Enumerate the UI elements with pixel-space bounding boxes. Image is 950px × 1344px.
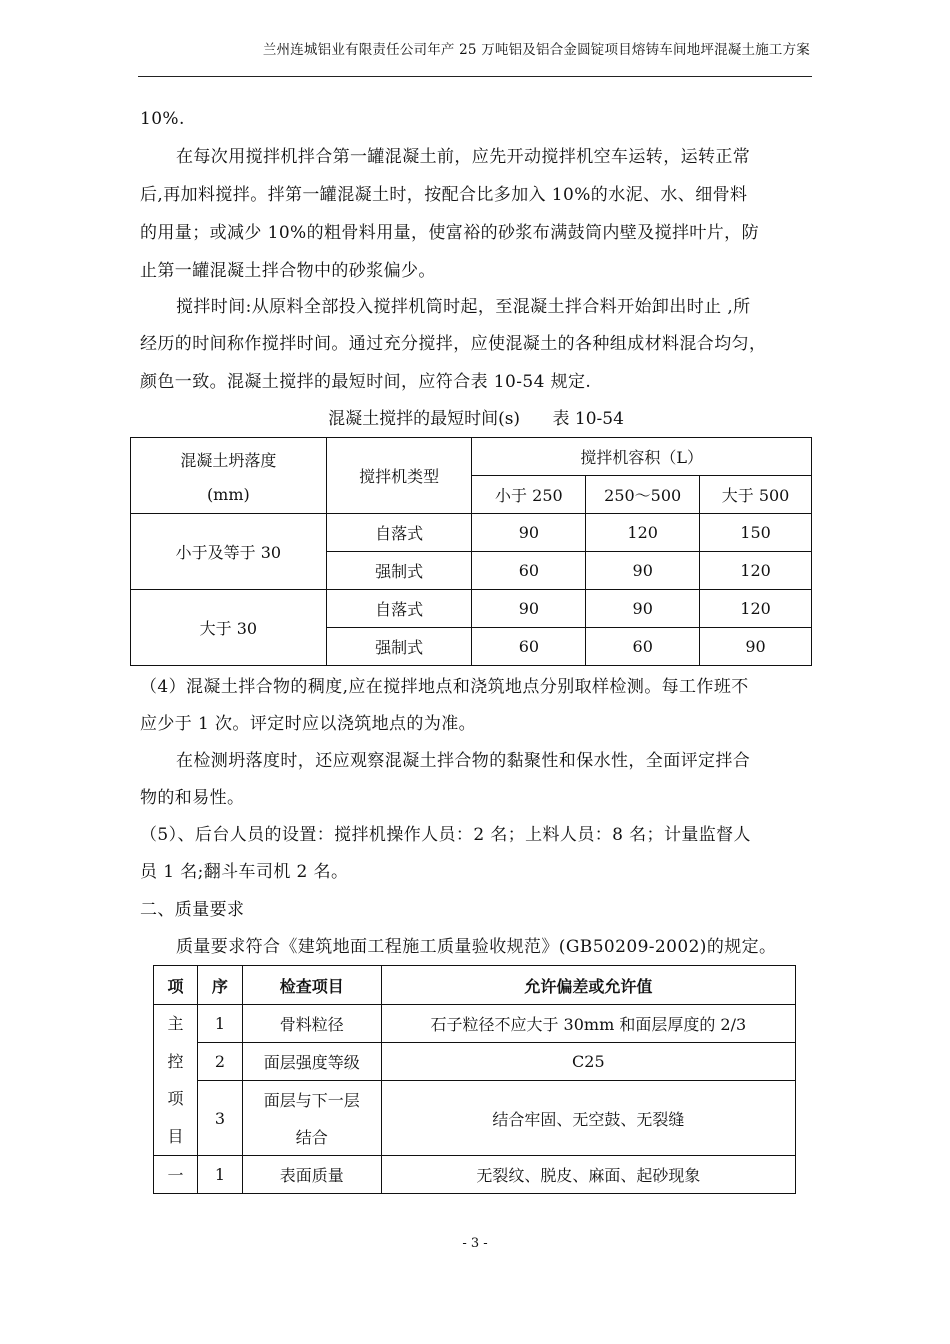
paragraph-line: 颜色一致。混凝土搅拌的最短时间，应符合表 10-54 规定. (140, 372, 592, 392)
paragraph-line: （4）混凝土拌合物的稠度,应在搅拌地点和浇筑地点分别取样检测。每工作班不 (140, 677, 749, 697)
table-cell: 60 (472, 552, 586, 590)
check-item-cell: 表面质量 (242, 1156, 381, 1194)
table-row (154, 1005, 796, 1043)
table-row (154, 1081, 796, 1119)
mixer-type-cell: 强制式 (326, 628, 472, 666)
header-capacity-col: 大于 500 (700, 476, 812, 514)
table-row (131, 514, 812, 552)
paragraph-line: 在检测坍落度时，还应观察混凝土拌合物的黏聚性和保水性，全面评定拌合 (176, 751, 751, 771)
paragraph-line: 经历的时间称作搅拌时间。通过充分搅拌，应使混凝土的各种组成材料混合均匀， (140, 334, 767, 354)
seq-cell: 1 (197, 1156, 242, 1194)
paragraph-line: （5）、后台人员的设置：搅拌机操作人员：2 名；上料人员：8 名；计量监督人 (140, 825, 751, 845)
main-control-category (154, 1005, 198, 1156)
paragraph-line: 搅拌时间:从原料全部投入搅拌机筒时起，至混凝土拌合料开始卸出时止 ,所 (176, 297, 751, 317)
table-row (154, 1043, 796, 1081)
seq-cell: 2 (197, 1043, 242, 1081)
table-cell: 90 (700, 628, 812, 666)
paragraph-line: 物的和易性。 (140, 788, 245, 808)
section-heading: 二、质量要求 (140, 900, 245, 920)
mixer-type-cell: 自落式 (326, 514, 472, 552)
check-item-cell: 骨料粒径 (242, 1005, 381, 1043)
table-cell: 120 (700, 590, 812, 628)
mixer-type-cell: 强制式 (326, 552, 472, 590)
header-check-item: 检查项目 (242, 966, 381, 1005)
header-slump (131, 438, 327, 514)
paragraph-line: 止第一罐混凝土拌合物中的砂浆偏少。 (140, 261, 436, 281)
page-header: 兰州连城铝业有限责任公司年产 25 万吨铝及铝合金圆锭项目熔铸车间地坪混凝土施工方案 (262, 42, 810, 58)
header-capacity-col: 250～500 (586, 476, 700, 514)
category-char: 主 (167, 1014, 184, 1034)
table-cell: 90 (586, 552, 700, 590)
table-cell: 150 (700, 514, 812, 552)
header-allowance: 允许偏差或允许值 (381, 966, 795, 1005)
table-cell: 90 (472, 514, 586, 552)
table-cell: 60 (472, 628, 586, 666)
page-number: - 3 - (462, 1236, 488, 1251)
category-char: 项 (167, 1089, 184, 1109)
check-item-cell: 结合 (242, 1118, 381, 1156)
category-char: 目 (167, 1126, 184, 1146)
table-cell: 120 (700, 552, 812, 590)
check-item-cell: 面层强度等级 (242, 1043, 381, 1081)
mixing-time-table (130, 437, 812, 666)
slump-group: 小于及等于 30 (131, 514, 327, 590)
table-cell: 90 (586, 590, 700, 628)
header-capacity: 搅拌机容积（L） (472, 438, 812, 476)
header-divider (138, 76, 812, 77)
check-item-cell: 面层与下一层 (242, 1081, 381, 1119)
header-slump-unit: (mm) (206, 484, 250, 504)
table-row (154, 1156, 796, 1194)
seq-cell: 1 (197, 1005, 242, 1043)
slump-group: 大于 30 (131, 590, 327, 666)
allowance-cell: 石子粒径不应大于 30mm 和面层厚度的 2/3 (381, 1005, 795, 1043)
header-seq: 序 (197, 966, 242, 1005)
header-capacity-col: 小于 250 (472, 476, 586, 514)
table-cell: 60 (586, 628, 700, 666)
paragraph-line: 员 1 名;翻斗车司机 2 名。 (140, 862, 349, 882)
seq-cell: 3 (197, 1081, 242, 1156)
paragraph-line: 后,再加料搅拌。拌第一罐混凝土时，按配合比多加入 10%的水泥、水、细骨料 (140, 185, 748, 205)
allowance-cell: 结合牢固、无空鼓、无裂缝 (381, 1081, 795, 1156)
header-mixer-type: 搅拌机类型 (326, 438, 472, 514)
quality-requirements-table (153, 965, 796, 1194)
table-cell: 120 (586, 514, 700, 552)
table-row (131, 590, 812, 628)
allowance-cell: C25 (381, 1043, 795, 1081)
category-char: 控 (167, 1051, 184, 1071)
table-caption: 混凝土搅拌的最短时间(s) 表 10-54 (328, 409, 624, 429)
table-cell: 90 (472, 590, 586, 628)
paragraph-line: 的用量；或减少 10%的粗骨料用量，使富裕的砂浆布满鼓筒内壁及搅拌叶片，防 (140, 223, 759, 243)
header-slump-label: 混凝土坍落度 (180, 450, 277, 470)
allowance-cell: 无裂纹、脱皮、麻面、起砂现象 (381, 1156, 795, 1194)
mixer-type-cell: 自落式 (326, 590, 472, 628)
paragraph-line: 应少于 1 次。评定时应以浇筑地点的为准。 (140, 714, 477, 734)
paragraph-line: 在每次用搅拌机拌合第一罐混凝土前，应先开动搅拌机空车运转，运转正常 (176, 147, 751, 167)
paragraph-line: 质量要求符合《建筑地面工程施工质量验收规范》(GB50209-2002)的规定。 (176, 937, 777, 957)
general-category: 一 (154, 1156, 198, 1194)
header-category: 项 (154, 966, 198, 1005)
paragraph-line: 10%. (140, 109, 185, 129)
